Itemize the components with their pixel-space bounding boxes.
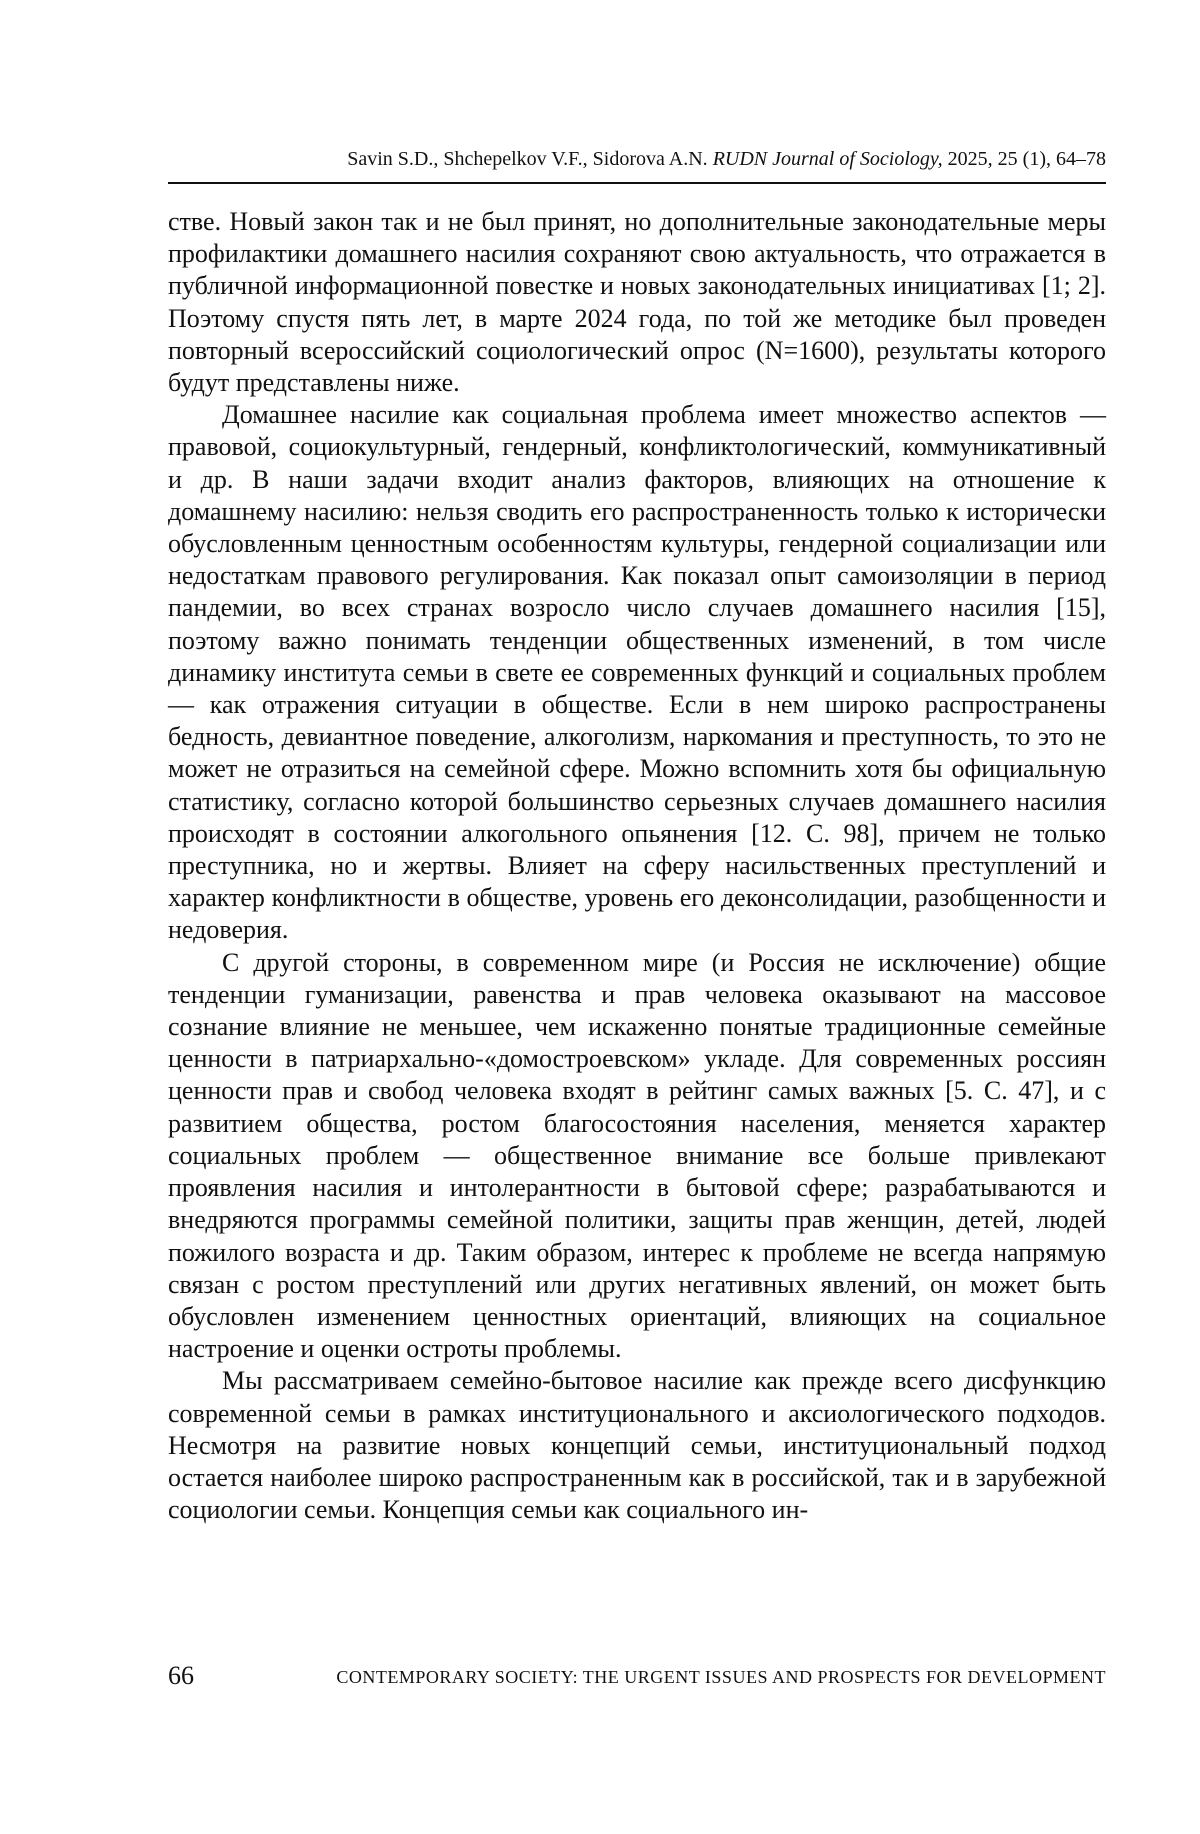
page-footer (168, 1660, 1106, 1692)
header-citation: 2025, 25 (1), 64–78 (947, 148, 1106, 170)
running-header (168, 148, 1106, 184)
paragraph: Мы рассматриваем семейно-бытовое насилие как прежде всего дисфункцию современной семьи в рамках институционального и аксиологического подходов. Несмотря на развитие новых концепций семьи, институциональный подход остается наиболее широко распространенным как в российской, так и в зарубежной социологии семьи. Концепция семьи как социального ин- (168, 1366, 1106, 1525)
paragraph-continued: стве. Новый закон так и не был принят, но дополнительные законодательные меры профилактики домашнего насилия сохраняют свою актуальность, что отражается в публичной информационной повестке и новых законодательных инициативах [1; 2]. Поэтому спустя пять лет, в марте 2024 года, по той же методике был проведен повторный всероссийский социологический опрос (N=1600), результаты которого будут представлены ниже. (168, 207, 1106, 398)
article-body (168, 206, 1106, 1526)
header-authors: Savin S.D., Shchepelkov V.F., Sidorova A.N. (347, 148, 708, 170)
paragraph: С другой стороны, в современном мире (и Россия не исключение) общие тенденции гуманизации, равенства и прав человека оказывают на массовое сознание влияние не меньшее, чем искаженно понятые традиционные семейные ценности в патриархально-«домостроевском» укладе. Для современных россиян ценности прав и свобод человека входят в рейтинг самых важных [5. С. 47], и с развитием общества, ростом благосостояния населения, меняется характер социальных проблем — общественное внимание все больше привлекают проявления насилия и интолерантности в бытовой сфере; разрабатываются и внедряются программы семейной политики, защиты прав женщин, детей, людей пожилого возраста и др. Таким образом, интерес к проблеме не всегда напрямую связан с ростом преступлений или других негативных явлений, он может быть обусловлен изменением ценностных ориентаций, влияющих на социальное настроение и оценки остроты проблемы. (168, 947, 1106, 1364)
running-footer-title: CONTEMPORARY SOCIETY: THE URGENT ISSUES AND PROSPECTS FOR DEVELOPMENT (336, 1667, 1106, 1687)
page-number: 66 (168, 1661, 194, 1690)
header-journal: RUDN Journal of Sociology, (712, 148, 943, 170)
paragraph: Домашнее насилие как социальная проблема имеет множество аспектов — правовой, социокультурный, гендерный, конфликтологический, коммуникативный и др. В наши задачи входит анализ факторов, влияющих на отношение к домашнему насилию: нельзя сводить его распространенность только к исторически обусловленным ценностным особенностям культуры, гендерной социализации или недостаткам правового регулирования. Как показал опыт самоизоляции в период пандемии, во всех странах возросло число случаев домашнего насилия [15], поэтому важно понимать тенденции общественных изменений, в том числе динамику института семьи в свете ее современных функций и социальных проблем — как отражения ситуации в обществе. Если в нем широко распространены бедность, девиантное поведение, алкоголизм, наркомания и преступность, то это не может не отразиться на семейной сфере. Можно вспомнить хотя бы официальную статистику, согласно которой большинство серьезных случаев домашнего насилия происходят в состоянии алкогольного опьянения [12. С. 98], причем не только преступника, но и жертвы. Влияет на сферу насильственных преступлений и характер конфликтности в обществе, уровень его деконсолидации, разобщенности и недоверия. (168, 400, 1106, 945)
